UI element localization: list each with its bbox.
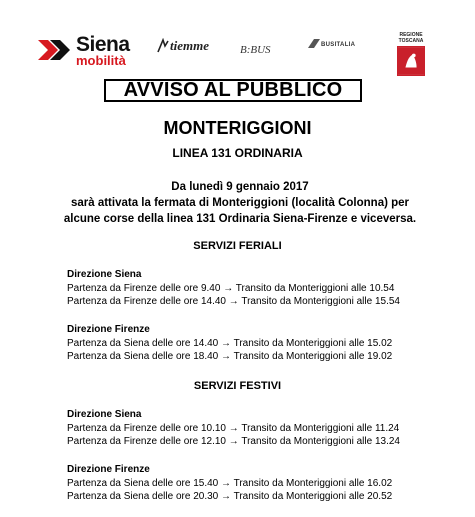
siena-arrow-icon	[36, 36, 76, 64]
direction-title: Direzione Siena	[67, 409, 142, 420]
section-title-festivi: SERVIZI FESTIVI	[193, 380, 282, 392]
schedule-row: Partenza da Siena delle ore 15.40 → Transito da Monteriggioni alle 16.02	[67, 478, 393, 489]
schedule-row: Partenza da Siena delle ore 14.40 → Transito da Monteriggioni alle 15.02	[67, 338, 393, 349]
town-heading: MONTERIGGIONI	[163, 118, 312, 138]
line-heading: LINEA 131 ORDINARIA	[172, 146, 303, 160]
regione-toscana-flag-icon	[397, 46, 425, 76]
intro-text-line-1: sarà attivata la fermata di Monteriggioni (località Colonna) per	[70, 197, 410, 209]
direction-title: Direzione Firenze	[67, 324, 150, 335]
intro-date: Da lunedì 9 gennaio 2017	[171, 181, 309, 193]
siena-mobilita-logo	[36, 33, 136, 69]
busitalia-mark-icon	[307, 37, 321, 51]
schedule-row: Partenza da Siena delle ore 20.30 → Transito da Monteriggioni alle 20.52	[67, 491, 393, 502]
intro-text-line-2: alcune corse della linea 131 Ordinaria Siena-Firenze e viceversa.	[63, 213, 417, 225]
schedule-row: Partenza da Firenze delle ore 9.40 → Transito da Monteriggioni alle 10.54	[67, 283, 395, 294]
direction-title: Direzione Siena	[67, 269, 142, 280]
bbus-logo: B:BUS	[240, 44, 271, 56]
tiemme-swoosh-icon	[156, 38, 170, 54]
schedule-row: Partenza da Firenze delle ore 14.40 → Transito da Monteriggioni alle 15.54	[67, 296, 400, 307]
siena-logo-word: Siena	[76, 33, 130, 56]
section-title-feriali: SERVIZI FERIALI	[193, 240, 282, 252]
notice-title: AVVISO AL PUBBLICO	[104, 79, 362, 102]
busitalia-logo: BUSITALIA	[307, 37, 367, 55]
mobilita-logo-word: mobilità	[76, 53, 126, 68]
regione-toscana-logo: REGIONE TOSCANA	[393, 32, 429, 78]
tiemme-logo: tiemme	[156, 38, 214, 56]
direction-title: Direzione Firenze	[67, 464, 150, 475]
schedule-row: Partenza da Siena delle ore 18.40 → Transito da Monteriggioni alle 19.02	[67, 351, 393, 362]
schedule-row: Partenza da Firenze delle ore 10.10 → Transito da Monteriggioni alle 11.24	[67, 423, 400, 434]
schedule-row: Partenza da Firenze delle ore 12.10 → Transito da Monteriggioni alle 13.24	[67, 436, 400, 447]
